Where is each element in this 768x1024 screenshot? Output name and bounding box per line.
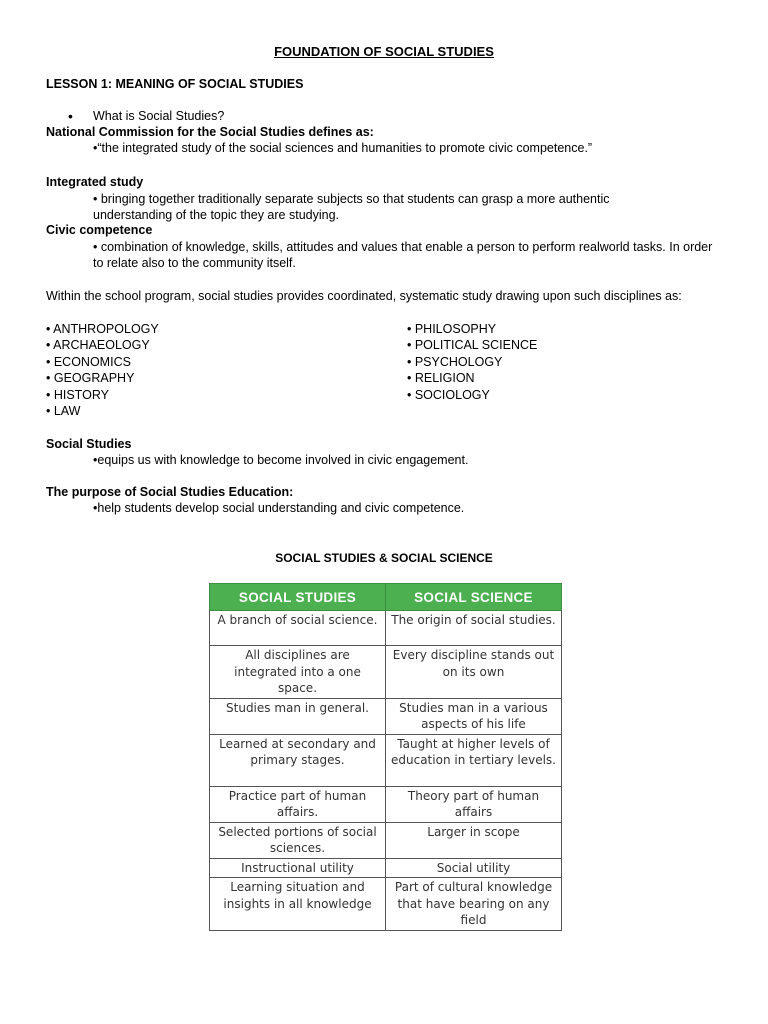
table-cell: Larger in scope: [386, 822, 562, 858]
lesson-heading: LESSON 1: MEANING OF SOCIAL STUDIES: [46, 77, 304, 91]
discipline-item: • PHILOSOPHY: [407, 322, 497, 336]
social-studies-label: Social Studies: [46, 437, 132, 451]
civic-competence-label: Civic competence: [46, 223, 153, 237]
table-cell: Learning situation and insights in all knowledge: [210, 878, 386, 931]
disciplines-left-column: [46, 321, 159, 419]
table-row: [210, 858, 562, 878]
discipline-item: • ARCHAEOLOGY: [46, 338, 150, 353]
table-cell: Taught at higher levels of education in tertiary levels.: [386, 734, 562, 786]
table-row: [210, 734, 562, 786]
discipline-item: • GEOGRAPHY: [46, 371, 135, 386]
question-bullet: •: [68, 108, 73, 124]
discipline-item: • RELIGION: [407, 371, 475, 386]
table-cell: All disciplines are integrated into a one space.: [210, 646, 386, 699]
discipline-item: • POLITICAL SCIENCE: [407, 338, 538, 353]
table-cell: A branch of social science.: [210, 611, 386, 646]
social-studies-definition: •equips us with knowledge to become involved in civic engagement.: [93, 453, 469, 467]
ncss-label: National Commission for the Social Studies defines as:: [46, 125, 374, 139]
page-title: FOUNDATION OF SOCIAL STUDIES: [274, 44, 494, 59]
discipline-item: • SOCIOLOGY: [407, 387, 490, 402]
table-cell: Part of cultural knowledge that have bearing on any field: [386, 878, 562, 931]
ncss-definition: •“the integrated study of the social sciences and humanities to promote civic competence.”: [93, 141, 593, 155]
table-row: [210, 646, 562, 699]
table-cell: Social utility: [386, 858, 562, 878]
discipline-item: • ECONOMICS: [46, 354, 131, 369]
civic-competence-definition: • combination of knowledge, skills, attitudes and values that enable a person to perform realworld tasks. In order to relate also to the community itself.: [93, 240, 713, 271]
table-row: [210, 822, 562, 858]
table-row: [210, 878, 562, 931]
comparison-heading: SOCIAL STUDIES & SOCIAL SCIENCE: [275, 551, 493, 565]
table-cell: Learned at secondary and primary stages.: [210, 734, 386, 786]
table-cell: Studies man in a various aspects of his life: [386, 698, 562, 734]
purpose-definition: •help students develop social understanding and civic competence.: [93, 501, 465, 515]
table-cell: Every discipline stands out on its own: [386, 646, 562, 699]
disciplines-intro: Within the school program, social studies provides coordinated, systematic study drawing upon such disciplines as:: [46, 289, 682, 303]
integrated-study-label: Integrated study: [46, 175, 144, 189]
table-cell: Practice part of human affairs.: [210, 786, 386, 822]
column-header-social-science: SOCIAL SCIENCE: [386, 584, 562, 611]
table-cell: The origin of social studies.: [386, 611, 562, 646]
table-cell: Instructional utility: [210, 858, 386, 878]
column-header-social-studies: SOCIAL STUDIES: [210, 584, 386, 611]
disciplines-right-column: [407, 321, 537, 403]
discipline-item: • ANTHROPOLOGY: [46, 322, 159, 336]
question-text: What is Social Studies?: [93, 109, 225, 123]
table-header-row: [210, 584, 562, 611]
discipline-item: • PSYCHOLOGY: [407, 354, 503, 369]
table-cell: Theory part of human affairs: [386, 786, 562, 822]
table-cell: Selected portions of social sciences.: [210, 822, 386, 858]
table-row: [210, 611, 562, 646]
table-cell: Studies man in general.: [210, 698, 386, 734]
table-row: [210, 786, 562, 822]
comparison-table: [209, 583, 562, 931]
table-row: [210, 698, 562, 734]
discipline-item: • LAW: [46, 404, 81, 419]
discipline-item: • HISTORY: [46, 387, 109, 402]
purpose-label: The purpose of Social Studies Education:: [46, 485, 294, 499]
integrated-study-definition: • bringing together traditionally separate subjects so that students can grasp a more authentic understanding of the topic they are studying.: [93, 192, 610, 223]
